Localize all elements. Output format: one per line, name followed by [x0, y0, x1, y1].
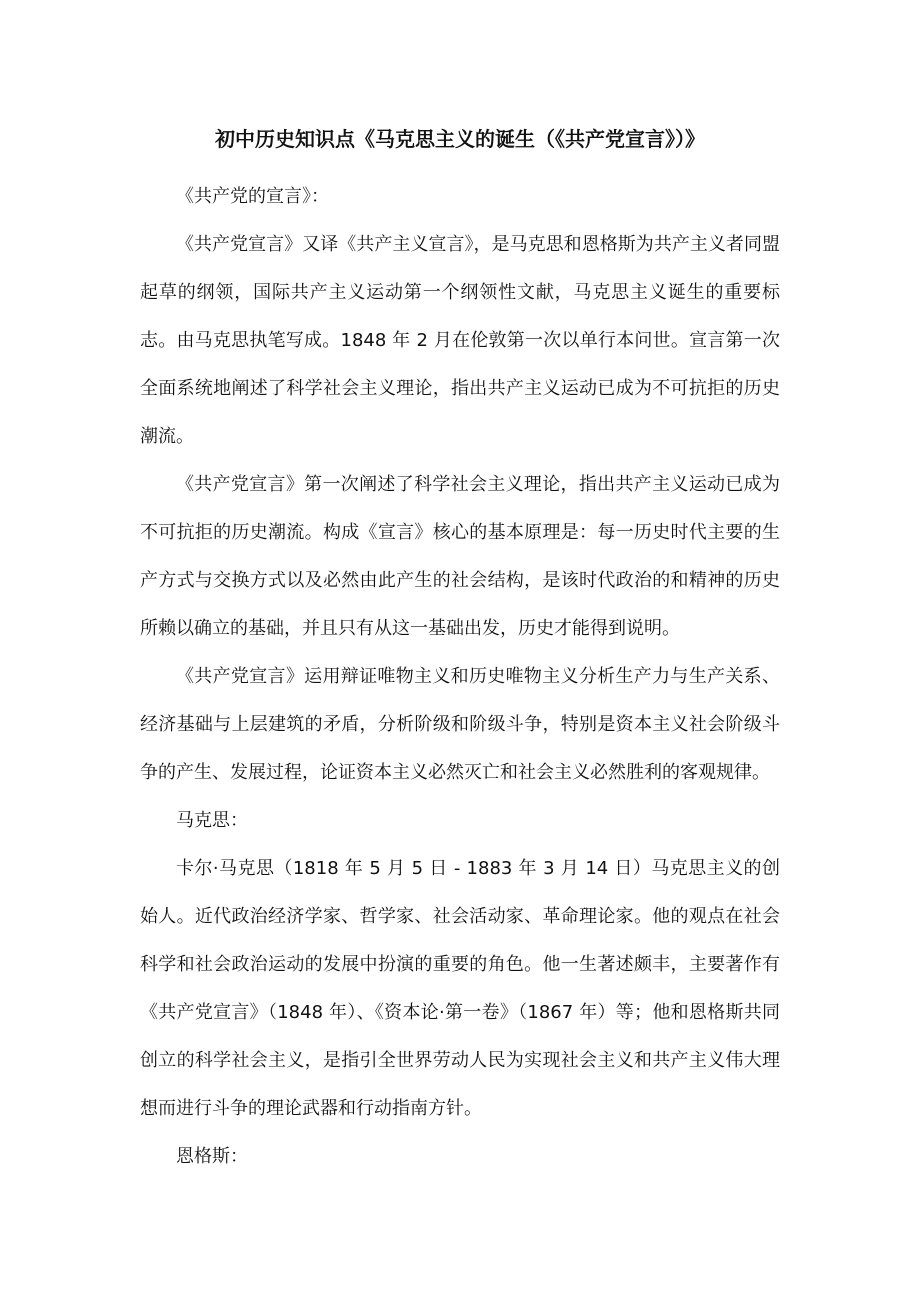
- paragraph-marx-biography: 卡尔·马克思（1818 年 5 月 5 日 - 1883 年 3 月 14 日）马克思主义的创始人。近代政治经济学家、哲学家、社会活动家、革命理论家。他的观点在社会科学和社会政治运动的发展中扮演的重要的角色。他一生著述颇丰，主要著作有《共产党宣言》（1848 年）、《资本论·第一卷》（1867 年）等；他和恩格斯共同创立的科学社会主义，是指引全世界劳动人民为实现社会主义和共产主义伟大理想而进行斗争的理论武器和行动指南方针。: [140, 858, 780, 1119]
- document-body: [140, 173, 780, 1181]
- paragraph-engels-heading: 恩格斯：: [176, 1146, 248, 1167]
- paragraph-manifesto-principles: 《共产党宣言》第一次阐述了科学社会主义理论，指出共产主义运动已成为不可抗拒的历史潮流。构成《宣言》核心的基本原理是：每一历史时代主要的生产方式与交换方式以及必然由此产生的社会结构，是该时代政治的和精神的历史所赖以确立的基础，并且只有从这一基础出发，历史才能得到说明。: [140, 474, 780, 639]
- document-title: 初中历史知识点《马克思主义的诞生（《共产党宣言》）》: [215, 127, 705, 151]
- paragraph-marx-heading: 马克思：: [176, 810, 248, 831]
- paragraph-manifesto-analysis: 《共产党宣言》运用辩证唯物主义和历史唯物主义分析生产力与生产关系、经济基础与上层建筑的矛盾，分析阶级和阶级斗争，特别是资本主义社会阶级斗争的产生、发展过程，论证资本主义必然灭亡和社会主义必然胜利的客观规律。: [140, 666, 780, 783]
- paragraph-manifesto-heading: 《共产党的宣言》：: [176, 186, 329, 207]
- paragraph-manifesto-intro: 《共产党宣言》又译《共产主义宣言》，是马克思和恩格斯为共产主义者同盟起草的纲领，国际共产主义运动第一个纲领性文献，马克思主义诞生的重要标志。由马克思执笔写成。1848 年 2 月在伦敦第一次以单行本问世。宣言第一次全面系统地阐述了科学社会主义理论，指出共产主义运动已成为不可抗拒的历史潮流。: [140, 234, 780, 447]
